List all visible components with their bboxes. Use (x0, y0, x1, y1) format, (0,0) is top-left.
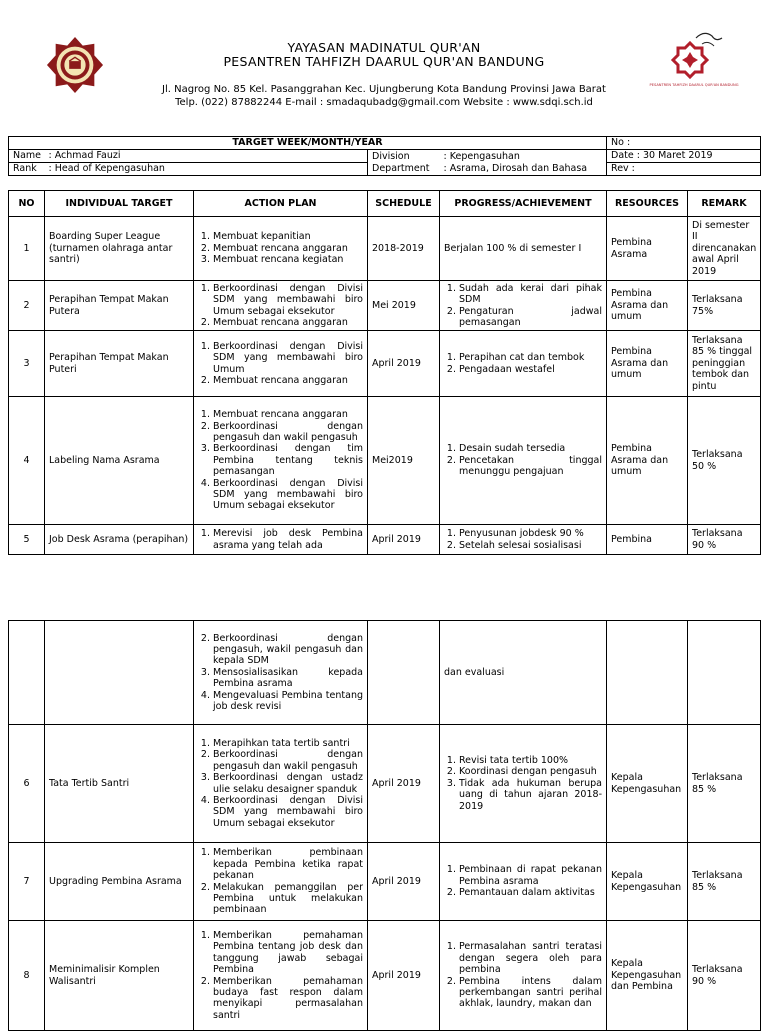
row-number: 8 (9, 921, 45, 1031)
schedule: Mei 2019 (368, 281, 440, 331)
progress-achievement (440, 725, 607, 843)
schedule (368, 621, 440, 725)
resources (607, 621, 688, 725)
table-row (9, 217, 761, 281)
logo-caption: PESANTREN TAHFIZH DAARUL QUR'AN BANDUNG (649, 83, 739, 87)
list-item: 2. Melakukan pemanggilan per Pembina untuk melakukan pembinaan (213, 882, 363, 916)
row-number: 6 (9, 725, 45, 843)
document-revision: Rev : (607, 163, 761, 176)
list-item: 2. Membuat rencana anggaran (213, 317, 363, 328)
remark: Terlaksana 85 % (688, 725, 761, 843)
row-number: 4 (9, 397, 45, 525)
list-item: 2. Pengadaan westafel (459, 364, 602, 375)
remark: Terlaksana 50 % (688, 397, 761, 525)
progress-achievement (440, 281, 607, 331)
individual-target: Perapihan Tempat Makan Puteri (45, 331, 194, 397)
letterhead (0, 0, 768, 130)
list-item: 2. Setelah selesai sosialisasi (459, 540, 602, 551)
list-item: 1. Perapihan cat dan tembok (459, 352, 602, 363)
list-item: 1. Permasalahan santri teratasi dengan segera oleh para pembina (459, 941, 602, 975)
name-value: : Achmad Fauzi (45, 150, 368, 163)
schedule: Mei2019 (368, 397, 440, 525)
remark: Terlaksana 85 % tinggal peninggian tembok dan pintu (688, 331, 761, 397)
list-item: 1. Memberikan pemahaman Pembina tentang job desk dan tanggung jawab sebagai Pembina (213, 930, 363, 976)
progress-achievement (440, 921, 607, 1031)
list-item: 2. Berkoordinasi dengan pengasuh dan wakil pengasuh (213, 749, 363, 772)
rank-label: Rank (9, 163, 45, 176)
remark: Terlaksana 75% (688, 281, 761, 331)
list-item: 1. Desain sudah tersedia (459, 443, 602, 454)
progress-achievement: dan evaluasi (440, 621, 607, 725)
division-value: : Kepengasuhan (440, 150, 607, 163)
progress-achievement: Berjalan 100 % di semester I (440, 217, 607, 281)
column-header: REMARK (688, 191, 761, 217)
table-row (9, 843, 761, 921)
list-item: 1. Penyusunan jobdesk 90 % (459, 528, 602, 539)
column-header: PROGRESS/ACHIEVEMENT (440, 191, 607, 217)
list-item: 2. Memberikan pemahaman budaya fast respon dalam menyikapi permasalahan santri (213, 976, 363, 1022)
action-plan (194, 397, 368, 525)
resources: Kepala Kepengasuhan (607, 725, 688, 843)
foundation-name: YAYASAN MADINATUL QUR'AN (287, 40, 481, 55)
action-plan (194, 843, 368, 921)
individual-target: Upgrading Pembina Asrama (45, 843, 194, 921)
progress-achievement (440, 525, 607, 555)
document-date: Date : 30 Maret 2019 (607, 150, 761, 163)
schedule: April 2019 (368, 725, 440, 843)
row-number: 7 (9, 843, 45, 921)
table-row (9, 921, 761, 1031)
list-item: 1. Merevisi job desk Pembina asrama yang telah ada (213, 528, 363, 551)
list-item: 1. Berkoordinasi dengan Divisi SDM yang membawahi biro Umum (213, 341, 363, 375)
schedule: April 2019 (368, 921, 440, 1031)
schedule: April 2019 (368, 843, 440, 921)
column-header: ACTION PLAN (194, 191, 368, 217)
list-item: 2. Membuat rencana anggaran (213, 243, 363, 254)
action-plan (194, 725, 368, 843)
table-header-row (9, 191, 761, 217)
individual-target: Tata Tertib Santri (45, 725, 194, 843)
resources: Pembina (607, 525, 688, 555)
schedule: April 2019 (368, 331, 440, 397)
list-item: 2. Pembina intens dalam perkembangan santri perihal akhlak, laundry, makan dan (459, 976, 602, 1010)
document-title: TARGET WEEK/MONTH/YEAR (9, 137, 607, 150)
schedule: April 2019 (368, 525, 440, 555)
table-row (9, 725, 761, 843)
row-number: 2 (9, 281, 45, 331)
list-item: 3. Membuat rencana kegiatan (213, 254, 363, 265)
individual-target: Job Desk Asrama (perapihan) (45, 525, 194, 555)
list-item: 1. Membuat kepanitian (213, 231, 363, 242)
name-label: Name (9, 150, 45, 163)
list-item: 1. Pembinaan di rapat pekanan Pembina asrama (459, 864, 602, 887)
department-label: Department (368, 163, 440, 176)
division-label: Division (368, 150, 440, 163)
school-address: Jl. Nagrog No. 85 Kel. Pasanggrahan Kec. Ujungberung Kota Bandung Provinsi Jawa Barat (162, 84, 606, 95)
action-plan (194, 217, 368, 281)
row-number: 1 (9, 217, 45, 281)
resources: Pembina Asrama (607, 217, 688, 281)
table-row (9, 331, 761, 397)
remark (688, 621, 761, 725)
column-header: INDIVIDUAL TARGET (45, 191, 194, 217)
action-plan (194, 525, 368, 555)
list-item: 3. Berkoordinasi dengan tim Pembina tentang teknis pemasangan (213, 443, 363, 477)
list-item: 1. Merapihkan tata tertib santri (213, 738, 363, 749)
list-item: 1. Memberikan pembinaan kepada Pembina ketika rapat pekanan (213, 847, 363, 881)
list-item: 3. Berkoordinasi dengan ustadz ulie selaku desaigner spanduk (213, 772, 363, 795)
list-item: 2. Berkoordinasi dengan pengasuh, wakil pengasuh dan kepala SDM (213, 633, 363, 667)
school-name: PESANTREN TAHFIZH DAARUL QUR'AN BANDUNG (223, 54, 545, 69)
resources: Kepala Kepengasuhan (607, 843, 688, 921)
table-row (9, 397, 761, 525)
table-row (9, 621, 761, 725)
column-header: SCHEDULE (368, 191, 440, 217)
action-plan (194, 621, 368, 725)
table-row (9, 525, 761, 555)
resources: Pembina Asrama dan umum (607, 281, 688, 331)
remark: Terlaksana 90 % (688, 525, 761, 555)
list-item: 1. Sudah ada kerai dari pihak SDM (459, 283, 602, 306)
action-plan (194, 281, 368, 331)
document-number: No : (607, 137, 761, 150)
list-item: 4. Berkoordinasi dengan Divisi SDM yang membawahi biro Umum sebagai eksekutor (213, 478, 363, 512)
table-row (9, 281, 761, 331)
column-header: RESOURCES (607, 191, 688, 217)
individual-target (45, 621, 194, 725)
list-item: 3. Tidak ada hukuman berupa uang di tahun ajaran 2018-2019 (459, 778, 602, 812)
individual-target: Boarding Super League (turnamen olahraga antar santri) (45, 217, 194, 281)
progress-achievement (440, 843, 607, 921)
individual-target: Perapihan Tempat Makan Putera (45, 281, 194, 331)
list-item: 2. Pencetakan tinggal menunggu pengajuan (459, 455, 602, 478)
progress-achievement (440, 331, 607, 397)
pesantren-logo-icon (649, 26, 739, 96)
resources: Pembina Asrama dan umum (607, 397, 688, 525)
schedule: 2018-2019 (368, 217, 440, 281)
row-number: 3 (9, 331, 45, 397)
list-item: 1. Berkoordinasi dengan Divisi SDM yang membawahi biro Umum sebagai eksekutor (213, 283, 363, 317)
list-item: 2. Koordinasi dengan pengasuh (459, 766, 602, 777)
target-table-page-1 (8, 190, 761, 555)
action-plan (194, 331, 368, 397)
individual-target: Labeling Nama Asrama (45, 397, 194, 525)
school-contact: Telp. (022) 87882244 E-mail : smadaqubadg@gmail.com Website : www.sdqi.sch.id (175, 97, 593, 108)
row-number (9, 621, 45, 725)
target-table-page-2 (8, 620, 761, 1031)
resources: Kepala Kepengasuhan dan Pembina (607, 921, 688, 1031)
list-item: 4. Berkoordinasi dengan Divisi SDM yang membawahi biro Umum sebagai eksekutor (213, 795, 363, 829)
list-item: 2. Pemantauan dalam aktivitas (459, 887, 602, 898)
list-item: 1. Revisi tata tertib 100% (459, 755, 602, 766)
list-item: 3. Mensosialisasikan kepada Pembina asrama (213, 667, 363, 690)
action-plan (194, 921, 368, 1031)
row-number: 5 (9, 525, 45, 555)
list-item: 2. Pengaturan jadwal pemasangan (459, 306, 602, 329)
progress-achievement (440, 397, 607, 525)
list-item: 1. Membuat rencana anggaran (213, 409, 363, 420)
department-value: : Asrama, Dirosah dan Bahasa (440, 163, 607, 176)
remark: Di semester II direncanakan awal April 2019 (688, 217, 761, 281)
document-info-table (8, 136, 761, 176)
rank-value: : Head of Kepengasuhan (45, 163, 368, 176)
remark: Terlaksana 85 % (688, 843, 761, 921)
resources: Pembina Asrama dan umum (607, 331, 688, 397)
list-item: 4. Mengevaluasi Pembina tentang job desk revisi (213, 690, 363, 713)
list-item: 2. Membuat rencana anggaran (213, 375, 363, 386)
remark: Terlaksana 90 % (688, 921, 761, 1031)
column-header: NO (9, 191, 45, 217)
list-item: 2. Berkoordinasi dengan pengasuh dan wakil pengasuh (213, 421, 363, 444)
individual-target: Meminimalisir Komplen Walisantri (45, 921, 194, 1031)
